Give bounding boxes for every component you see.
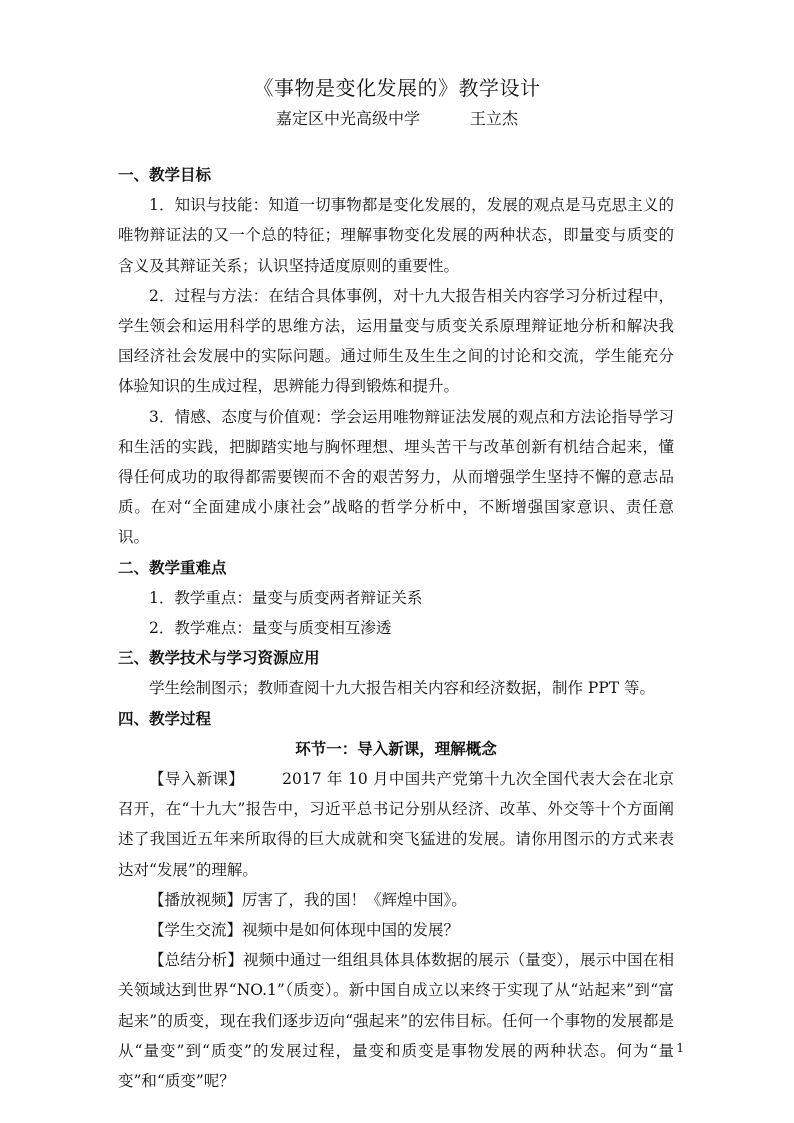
paragraph-introduction <box>118 764 674 885</box>
text-play-video: 厉害了，我的国！《辉煌中国》。 <box>242 890 467 909</box>
section-heading-resources: 三、教学技术与学习资源应用 <box>118 648 320 668</box>
tag-introduction: 【导入新课】 <box>149 770 245 789</box>
paragraph-emotion-values: 3．情感、态度与价值观：学会运用唯物辩证法发展的观点和方法论指导学习和生活的实践，把脚踏实地与胸怀理想、埋头苦干与改革创新有机结合起来，懂得任何成功的取得都需要锲而不舍的艰苦努力，从而增强学生坚持不懈的意志品质。在对“全面建成小康社会”战略的哲学分析中，不断增强国家意识、责任意识。 <box>118 407 674 547</box>
text-summary-analysis: 视频中通过一组组具体具体数据的展示（量变），展示中国在相关领域达到世界“NO.1”（质变）。新中国自成立以来终于实现了从“站起来”到“富起来”的质变，现在我们逐步迈向“强起来”的宏伟目标。任何一个事物的发展都是从“量变”到“质变”的发展过程，量变和质变是事物发展的两种状态。何为“量变”和“质变”呢？ <box>118 951 674 1091</box>
paragraph-resources: 学生绘制图示；教师查阅十九大报告相关内容和经济数据，制作 PPT 等。 <box>149 679 656 698</box>
paragraph-student-discussion <box>118 915 674 945</box>
section-heading-key-points: 二、教学重难点 <box>118 557 227 577</box>
author-school: 嘉定区中光高级中学 <box>275 109 420 128</box>
text-introduction: 2017 年 10 月中国共产党第十九次全国代表大会在北京召开，在“十九大”报告中，习近平总书记分别从经济、改革、外交等十个方面阐述了我国近五年来所取得的巨大成就和突飞猛进的发展。请你用图示的方式来表达对“发展”的理解。 <box>118 770 674 879</box>
paragraph-key-point: 1．教学重点：量变与质变两者辩证关系 <box>149 588 423 607</box>
paragraph-knowledge-skills: 1．知识与技能：知道一切事物都是变化发展的，发展的观点是马克思主义的唯物辩证法的又一个总的特征；理解事物变化发展的两种状态，即量变与质变的含义及其辩证关系；认识坚持适度原则的重要性。 <box>118 196 674 275</box>
document-body <box>118 160 674 1096</box>
author-line <box>0 108 794 130</box>
paragraph-difficult-point: 2．教学难点：量变与质变相互渗透 <box>149 619 392 638</box>
paragraph-summary-analysis <box>118 945 674 1096</box>
page-number: 1 <box>676 1041 684 1055</box>
section-heading-objectives: 一、教学目标 <box>118 165 212 184</box>
text-student-discussion: 视频中是如何体现中国的发展？ <box>242 921 460 940</box>
tag-student-discussion: 【学生交流】 <box>149 921 243 940</box>
section-heading-process: 四、教学过程 <box>118 708 212 728</box>
tag-summary-analysis: 【总结分析】 <box>149 951 244 970</box>
paragraph-process-methods: 2．过程与方法：在结合具体事例，对十九大报告相关内容学习分析过程中，学生领会和运用科学的思维方法，运用量变与质变关系原理辩证地分析和解决我国经济社会发展中的实际问题。通过师生及生生之间的讨论和交流，学生能充分体验知识的生成过程，思辨能力得到锻炼和提升。 <box>118 286 674 396</box>
author-name: 王立杰 <box>470 109 519 128</box>
document-title: 《事物是变化发展的》教学设计 <box>253 76 541 100</box>
paragraph-play-video <box>118 885 674 915</box>
tag-play-video: 【播放视频】 <box>149 890 243 909</box>
subsection-heading-step-one: 环节一：导入新课，理解概念 <box>295 738 497 758</box>
